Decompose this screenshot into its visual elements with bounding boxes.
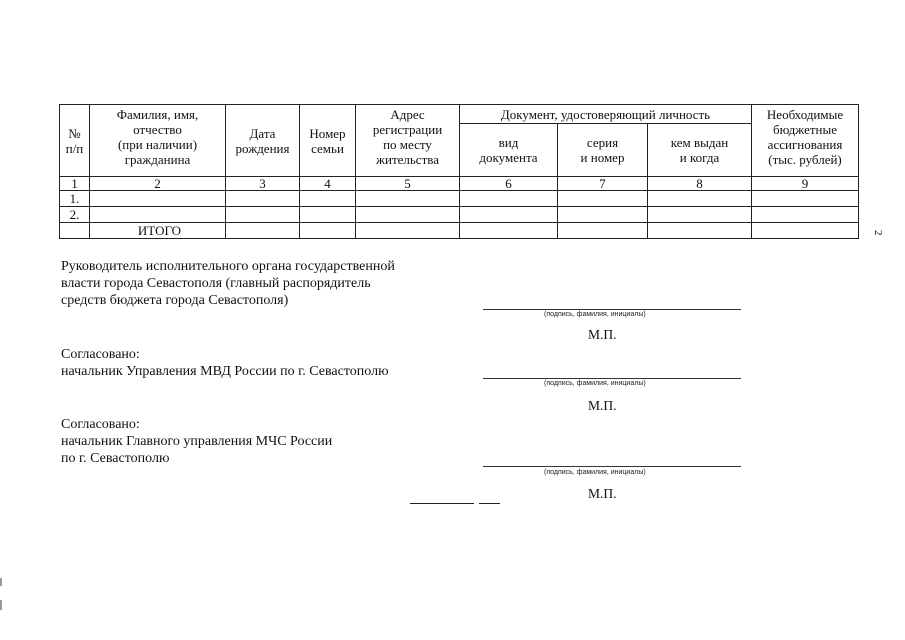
header-family-line: Номер (309, 125, 346, 141)
signature-caption: (подпись, фамилия, инициалы) (544, 380, 646, 387)
header-budget-line: (тыс. рублей) (768, 152, 842, 167)
header-fio-line: (при наличии) (117, 137, 198, 152)
column-number: 8 (648, 177, 752, 191)
cell (558, 223, 648, 239)
cell (460, 223, 558, 239)
cell (90, 207, 226, 223)
cell (226, 207, 300, 223)
page-number: 2 (872, 230, 884, 236)
header-doc-series-line: и номер (580, 150, 625, 165)
cell (648, 191, 752, 207)
signatory-text: начальник Управления МВД России по г. Севастополю (61, 364, 389, 379)
header-fio (90, 105, 226, 177)
header-doc-series (558, 124, 648, 177)
cell (648, 223, 752, 239)
header-family (300, 105, 356, 177)
header-address-line: Адрес (390, 107, 425, 122)
total-row (60, 223, 859, 239)
header-doc-type (460, 124, 558, 177)
signatory-text: власти города Севастополя (главный распорядитель (61, 276, 371, 291)
column-number: 3 (226, 177, 300, 191)
table-row (60, 191, 859, 207)
header-budget-line: ассигнования (767, 137, 843, 152)
signature-line[interactable] (483, 378, 741, 379)
cell (648, 207, 752, 223)
cell (460, 191, 558, 207)
column-number: 6 (460, 177, 558, 191)
cell (90, 191, 226, 207)
header-num (60, 105, 90, 177)
column-number: 7 (558, 177, 648, 191)
header-dob (226, 105, 300, 177)
cell (558, 191, 648, 207)
signatory-text: Руководитель исполнительного органа государственной (61, 259, 395, 274)
cell (300, 191, 356, 207)
approval-mvd (61, 346, 389, 380)
cell (300, 223, 356, 239)
header-document-group: Документ, удостоверяющий личность (460, 105, 752, 124)
column-number: 9 (752, 177, 859, 191)
cell (752, 223, 859, 239)
header-doc-type-line: вид (498, 135, 519, 150)
header-address (356, 105, 460, 177)
seal-mark: М.П. (588, 486, 617, 501)
cell (226, 223, 300, 239)
header-budget (752, 105, 859, 177)
signatory-text: средств бюджета города Севастополя) (61, 293, 289, 308)
header-fio-line: Фамилия, имя, (116, 107, 199, 122)
header-fio-line: гражданина (124, 152, 191, 167)
cell (752, 207, 859, 223)
signature-caption: (подпись, фамилия, инициалы) (544, 311, 646, 318)
applicants-table (59, 104, 859, 239)
cell (60, 223, 90, 239)
header-doc-issued-line: кем выдан (670, 135, 729, 150)
header-budget-line: Необходимые (766, 107, 844, 122)
header-num-line: п/п (65, 140, 84, 156)
end-dash (479, 503, 500, 504)
row-number: 2. (60, 207, 90, 223)
signatory-text: по г. Севастополю (61, 451, 170, 466)
cell (226, 191, 300, 207)
cell (752, 191, 859, 207)
header-dob-line: рождения (235, 140, 290, 156)
column-number: 4 (300, 177, 356, 191)
end-dash (410, 503, 474, 504)
signatory-text: Согласовано: (61, 347, 140, 362)
header-doc-series-line: серия (586, 135, 619, 150)
column-number-row (60, 177, 859, 191)
header-address-line: жительства (376, 152, 439, 167)
approval-mchs (61, 416, 332, 467)
signatory-head (61, 258, 395, 309)
seal-mark: М.П. (588, 398, 617, 413)
header-family-line: семьи (311, 140, 344, 156)
cell (356, 191, 460, 207)
signatory-text: начальник Главного управления МЧС России (61, 434, 333, 449)
header-doc-issued (648, 124, 752, 177)
header-num-line: № (68, 125, 81, 141)
table-row (60, 207, 859, 223)
cell (558, 207, 648, 223)
header-address-line: по месту (383, 137, 432, 152)
header-doc-type-line: документа (479, 150, 538, 165)
scan-mark (0, 578, 2, 586)
signature-line[interactable] (483, 309, 741, 310)
row-number: 1. (60, 191, 90, 207)
cell (460, 207, 558, 223)
header-doc-issued-line: и когда (679, 150, 720, 165)
total-label: ИТОГО (90, 223, 226, 239)
column-number: 5 (356, 177, 460, 191)
header-dob-line: Дата (249, 125, 276, 141)
column-number: 1 (60, 177, 90, 191)
signature-line[interactable] (483, 466, 741, 467)
scan-mark (0, 600, 2, 610)
cell (300, 207, 356, 223)
signature-caption: (подпись, фамилия, инициалы) (544, 469, 646, 476)
signatory-text: Согласовано: (61, 417, 140, 432)
column-number: 2 (90, 177, 226, 191)
cell (356, 223, 460, 239)
cell (356, 207, 460, 223)
header-address-line: регистрации (372, 122, 443, 137)
seal-mark: М.П. (588, 327, 617, 342)
header-budget-line: бюджетные (773, 122, 838, 137)
header-fio-line: отчество (133, 122, 182, 137)
